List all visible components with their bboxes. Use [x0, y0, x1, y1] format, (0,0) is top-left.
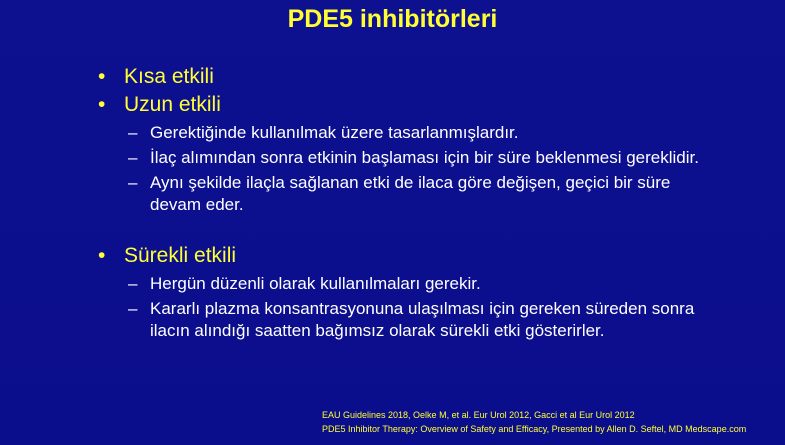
sub-bullet-text: Kararlı plazma konsantrasyonuna ulaşılması için gereken süreden sonra ilacın alındığı saatten bağımsız olarak sürekli etki gösterirler.: [150, 299, 695, 340]
reference-line: PDE5 Inhibitor Therapy: Overview of Safety and Efficacy, Presented by Allen D. Seftel, MD Medscape.com: [322, 424, 747, 434]
bullet-icon: •: [98, 93, 106, 116]
sub-bullet-item: [98, 298, 718, 342]
slide-title: PDE5 inhibitörleri: [287, 5, 498, 33]
bullet-label: Kısa etkili: [124, 65, 214, 88]
dash-icon: –: [128, 173, 138, 192]
spacer: [98, 216, 718, 242]
sub-bullet-text: Gerektiğinde kullanılmak üzere tasarlanmışlardır.: [150, 123, 519, 142]
reference-line: EAU Guidelines 2018, Oelke M, et al. Eur Urol 2012, Gacci et al Eur Urol 2012: [322, 410, 635, 420]
bullet-list: [98, 63, 718, 342]
dash-icon: –: [128, 299, 138, 318]
sub-bullet-item: [98, 122, 718, 144]
sub-bullet-item: [98, 147, 718, 169]
sub-bullet-item: [98, 273, 718, 295]
bullet-icon: •: [98, 65, 106, 88]
sub-bullet-text: İlaç alımından sonra etkinin başlaması için bir süre beklenmesi gereklidir.: [150, 148, 699, 167]
bullet-label: Sürekli etkili: [124, 244, 237, 267]
bullet-label: Uzun etkili: [124, 93, 221, 116]
bullet-icon: •: [98, 244, 106, 267]
sub-bullet-text: Hergün düzenli olarak kullanılmaları gerekir.: [150, 274, 481, 293]
dash-icon: –: [128, 148, 138, 167]
sub-bullet-text: Aynı şekilde ilaçla sağlanan etki de ilaca göre değişen, geçici bir süre devam eder.: [150, 173, 671, 214]
sub-bullet-item: [98, 172, 718, 216]
bullet-item-surekli-etkili: [98, 242, 718, 270]
bullet-item-uzun-etkili: [98, 91, 718, 119]
dash-icon: –: [128, 274, 138, 293]
dash-icon: –: [128, 123, 138, 142]
bullet-item-kisa-etkili: [98, 63, 718, 91]
references: [322, 408, 746, 436]
